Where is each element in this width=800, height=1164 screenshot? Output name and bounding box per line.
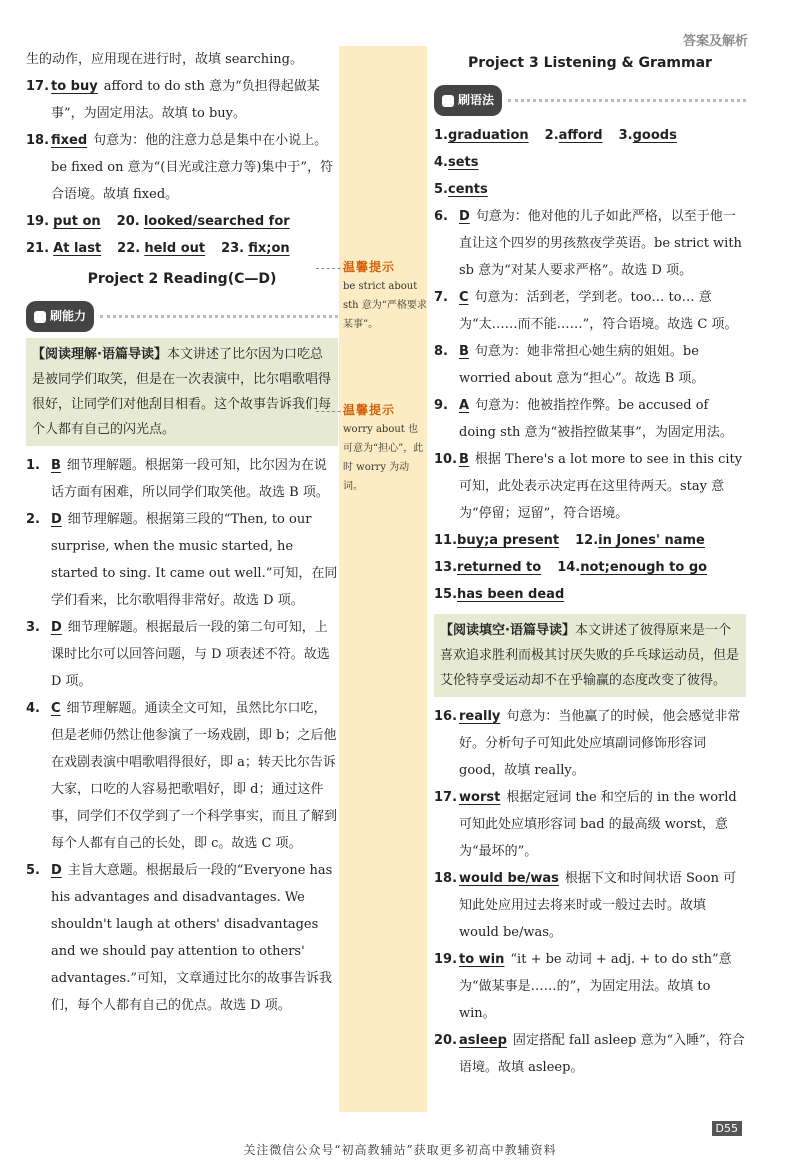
answer-row: 21. At last 22. held out 23. fix;on	[26, 241, 290, 256]
answer-item: 7. C 句意为：活到老，学到老。too… to… 意为“太……而不能……”，符合语境。故选 C 项。	[434, 290, 738, 332]
answer-item: 18. would be/was 根据下文和时间状语 Soon 可知此处应用过去将来时或一般过去时。故填 would be/was。	[434, 871, 737, 940]
footer-note: 关注微信公众号“初高教辅站”获取更多初高中教辅资料	[243, 1143, 557, 1157]
answer-row: 11.buy;a present 12.in Jones' name	[434, 533, 705, 548]
answer-item: 8. B 句意为：她非常担心她生病的姐姐。be worried about 意为“担心”。故选 B 项。	[434, 344, 705, 386]
left-column	[26, 46, 338, 1019]
reading-guide: 【阅读理解·语篇导读】本文讲述了比尔因为口吃总是被同学们取笑，但是在一次表演中，比尔唱歌唱得很好，让同学们对他刮目相看。这个故事告诉我们每个人都有自己的闪光点。	[26, 338, 338, 446]
section-banner: 刷语法	[434, 85, 746, 116]
pencil-icon	[34, 311, 46, 323]
section-title: Project 3 Listening & Grammar	[468, 55, 712, 71]
answer-item: 19. to win “it + be 动词 + adj. + to do sth”意为“做某事是……的”，为固定用法。故填 to win。	[434, 952, 732, 1021]
answer-item: 18. fixed 句意为：他的注意力总是集中在小说上。be fixed on 意为“(目光或注意力等)集中于”，符合语境。故填 fixed。	[26, 133, 334, 202]
tip-box	[343, 401, 427, 496]
left-top-line: 生的动作，应用现在进行时，故填 searching。	[26, 52, 303, 67]
answer-row: 5.cents	[434, 182, 488, 197]
answer-item: 16. really 句意为：当他赢了的时候，他会感觉非常好。分析句子可知此处应填副词修饰形容词 good，故填 really。	[434, 709, 741, 778]
dotted-divider	[508, 99, 746, 102]
pencil-icon	[442, 95, 454, 107]
answer: fixed	[51, 133, 88, 148]
answer-item: 9. A 句意为：他被指控作弊。be accused of doing sth 意为“被指控做某事”，为固定用法。	[434, 398, 733, 440]
right-column	[434, 46, 746, 1081]
tip-heading: 温馨提示	[343, 403, 396, 417]
answer-item: 1. B 细节理解题。根据第一段可知，比尔因为在说话方面有困难，所以同学们取笑他。故选 B 项。	[26, 458, 329, 500]
tip-text: worry about 也可意为“担心”，此时 worry 为动词。	[343, 424, 424, 492]
answer-row: 19. put on 20. looked/searched for	[26, 214, 290, 229]
answer: to buy	[51, 79, 98, 94]
page-header: 答案及解析	[682, 34, 748, 49]
answer-item: 10. B 根据 There's a lot more to see in this city 可知，此处表示决定再在这里待两天。stay 意为“停留；逗留”，符合语境。	[434, 452, 743, 521]
answer-item: 4. C 细节理解题。通读全文可知，虽然比尔口吃，但是老师仍然让他参演了一场戏剧，即 b；之后他在戏剧表演中唱歌唱得很好，即 a；转天比尔告诉大家，口吃的人容易把歌唱好，即 d；通过这件事，同学们不仅学到了一个科学事实，而且了解到每个人都有自己的长处，即 c。故选 C 项。	[26, 701, 338, 851]
answer-item: 3. D 细节理解题。根据最后一段的第二句可知，上课时比尔可以回答问题，与 D 项表述不符。故选 D 项。	[26, 620, 330, 689]
tip-box	[343, 258, 427, 334]
tip-heading: 温馨提示	[343, 260, 396, 274]
answer-row: 15.has been dead	[434, 587, 565, 602]
tip-pointer	[316, 268, 346, 269]
answer-item: 17. worst 根据定冠词 the 和空后的 in the world 可知此处应填形容词 bad 的最高级 worst，意为“最坏的”。	[434, 790, 737, 859]
answer-item: 6. D 句意为：他对他的儿子如此严格，以至于他一直让这个四岁的男孩熬夜学英语。be strict with sb 意为“对某人要求严格”。故选 D 项。	[434, 209, 742, 278]
reading-guide: 【阅读填空·语篇导读】本文讲述了彼得原来是一个喜欢追求胜利而极其讨厌失败的乒乓球运动员，但是艾伦特享受运动却不在乎输赢的态度改变了彼得。	[434, 614, 746, 697]
dotted-divider	[100, 315, 338, 318]
answer-row: 13.returned to 14.not;enough to go	[434, 560, 708, 575]
answer-item: 5. D 主旨大意题。根据最后一段的“Everyone has his advantages and disadvantages. We shouldn't laugh at others' disadvantages and we should pay attention to others' advantages.”可知，文章通过比尔的故事告诉我们，每个人都有自己的优点。故选 D 项。	[26, 863, 333, 1013]
answer-item: 17. to buy afford to do sth 意为“负担得起做某事”，为固定用法。故填 to buy。	[26, 79, 320, 121]
section-banner: 刷能力	[26, 301, 338, 332]
section-title: Project 2 Reading(C—D)	[87, 271, 277, 287]
margin-strip	[339, 46, 427, 1112]
tip-text: be strict about sth 意为“严格要求某事”。	[343, 281, 427, 330]
answer-item: 2. D 细节理解题。根据第三段的“Then, to our surprise, when the music started, he started to sing. It came out well.”可知，在同学们看来，比尔歌唱得非常好。故选 D 项。	[26, 512, 338, 608]
page-number: D55	[712, 1121, 742, 1136]
answer-row: 1.graduation 2.afford 3.goods 4.sets	[434, 128, 677, 170]
tip-pointer	[316, 411, 346, 412]
answer-item: 20. asleep 固定搭配 fall asleep 意为“入睡”，符合语境。故填 asleep。	[434, 1033, 745, 1075]
